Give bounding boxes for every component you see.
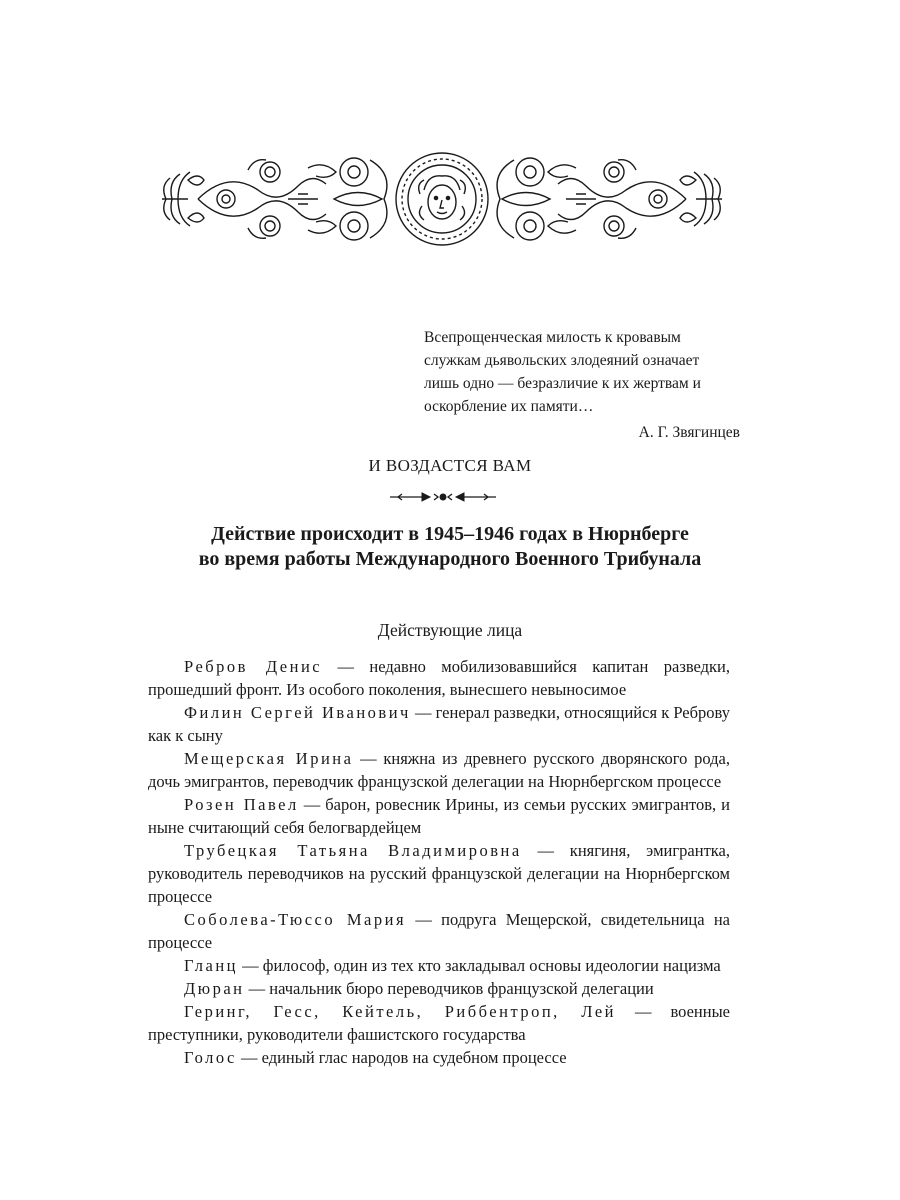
character-name: Дюран <box>184 979 245 998</box>
character-name: Мещерская Ирина <box>184 749 354 768</box>
medallion-face-icon <box>396 153 488 245</box>
character-description: — княжна из древнего русского дворянского рода, дочь эмигрантов, переводчик французской делегации на Нюрнбергском процессе <box>148 749 730 791</box>
epigraph-line: служкам дьявольских злодеяний означает <box>424 352 700 369</box>
cast-entry <box>148 701 730 747</box>
character-description: — княгиня, эмигрантка, руководитель переводчиков на русский французской делегации на Нюрнбергском процессе <box>148 841 730 906</box>
cast-entry <box>148 1000 730 1046</box>
character-name: Филин Сергей Иванович <box>184 703 411 722</box>
cast-entry <box>148 793 730 839</box>
cast-list <box>148 655 730 1069</box>
epigraph-line: лишь одно — безразличие к их жертвам и <box>424 375 701 392</box>
left-palmette-icon <box>162 172 204 226</box>
character-description: — философ, один из тех кто закладывал основы идеологии нацизма <box>238 956 721 975</box>
left-rosette-icon <box>334 158 387 240</box>
right-scroll-icon <box>548 160 686 239</box>
character-name: Соболева-Тюссо Мария <box>184 910 407 929</box>
cast-entry <box>148 747 730 793</box>
right-palmette-icon <box>680 172 722 226</box>
character-name: Геринг, Гесс, Кейтель, Риббентроп, Лей <box>184 1002 617 1021</box>
setting-description <box>100 522 800 572</box>
setting-line: во время работы Международного Военного Трибунала <box>198 548 702 570</box>
epigraph-line: оскорбление их памяти… <box>424 398 594 415</box>
character-description: — недавно мобилизовавшийся капитан разведки, прошедший фронт. Из особого поколения, вынесшего невыносимое <box>148 657 731 699</box>
setting-line: Действие происходит в 1945–1946 годах в Нюрнберге <box>211 523 689 545</box>
epigraph <box>424 326 740 444</box>
character-name: Трубецкая Татьяна Владимировна <box>184 841 522 860</box>
cast-entry <box>148 839 730 908</box>
character-description: — военные преступники, руководители фашистского государства <box>148 1002 730 1044</box>
character-description: — начальник бюро переводчиков французской делегации <box>244 979 654 998</box>
character-description: — подруга Мещерской, свидетельница на процессе <box>148 910 731 952</box>
right-rosette-icon <box>497 158 550 240</box>
left-scroll-icon <box>198 160 336 239</box>
cast-entry <box>148 655 730 701</box>
character-name: Розен Павел <box>184 795 299 814</box>
character-description: — барон, ровесник Ирины, из семьи русских эмигрантов, и ныне считающий себя белогвардейцем <box>148 795 730 837</box>
page-title: И ВОЗДАСТСЯ ВАМ <box>368 456 532 475</box>
epigraph-author: А. Г. Звягинцев <box>638 424 740 441</box>
divider-flourish-icon <box>388 490 498 504</box>
ornament-icon <box>158 150 726 248</box>
cast-heading: Действующие лица <box>377 620 523 640</box>
cast-entry <box>148 908 730 954</box>
cast-entry <box>148 977 730 1000</box>
character-name: Голос <box>184 1048 237 1067</box>
character-description: — единый глас народов на судебном процессе <box>236 1048 567 1067</box>
epigraph-line: Всепрощенческая милость к кровавым <box>424 329 681 346</box>
character-name: Ребров Денис <box>184 657 323 676</box>
cast-entry <box>148 1046 730 1069</box>
character-name: Гланц <box>184 956 239 975</box>
cast-entry <box>148 954 730 977</box>
character-description: — генерал разведки, относящийся к Реброву как к сыну <box>148 703 730 745</box>
